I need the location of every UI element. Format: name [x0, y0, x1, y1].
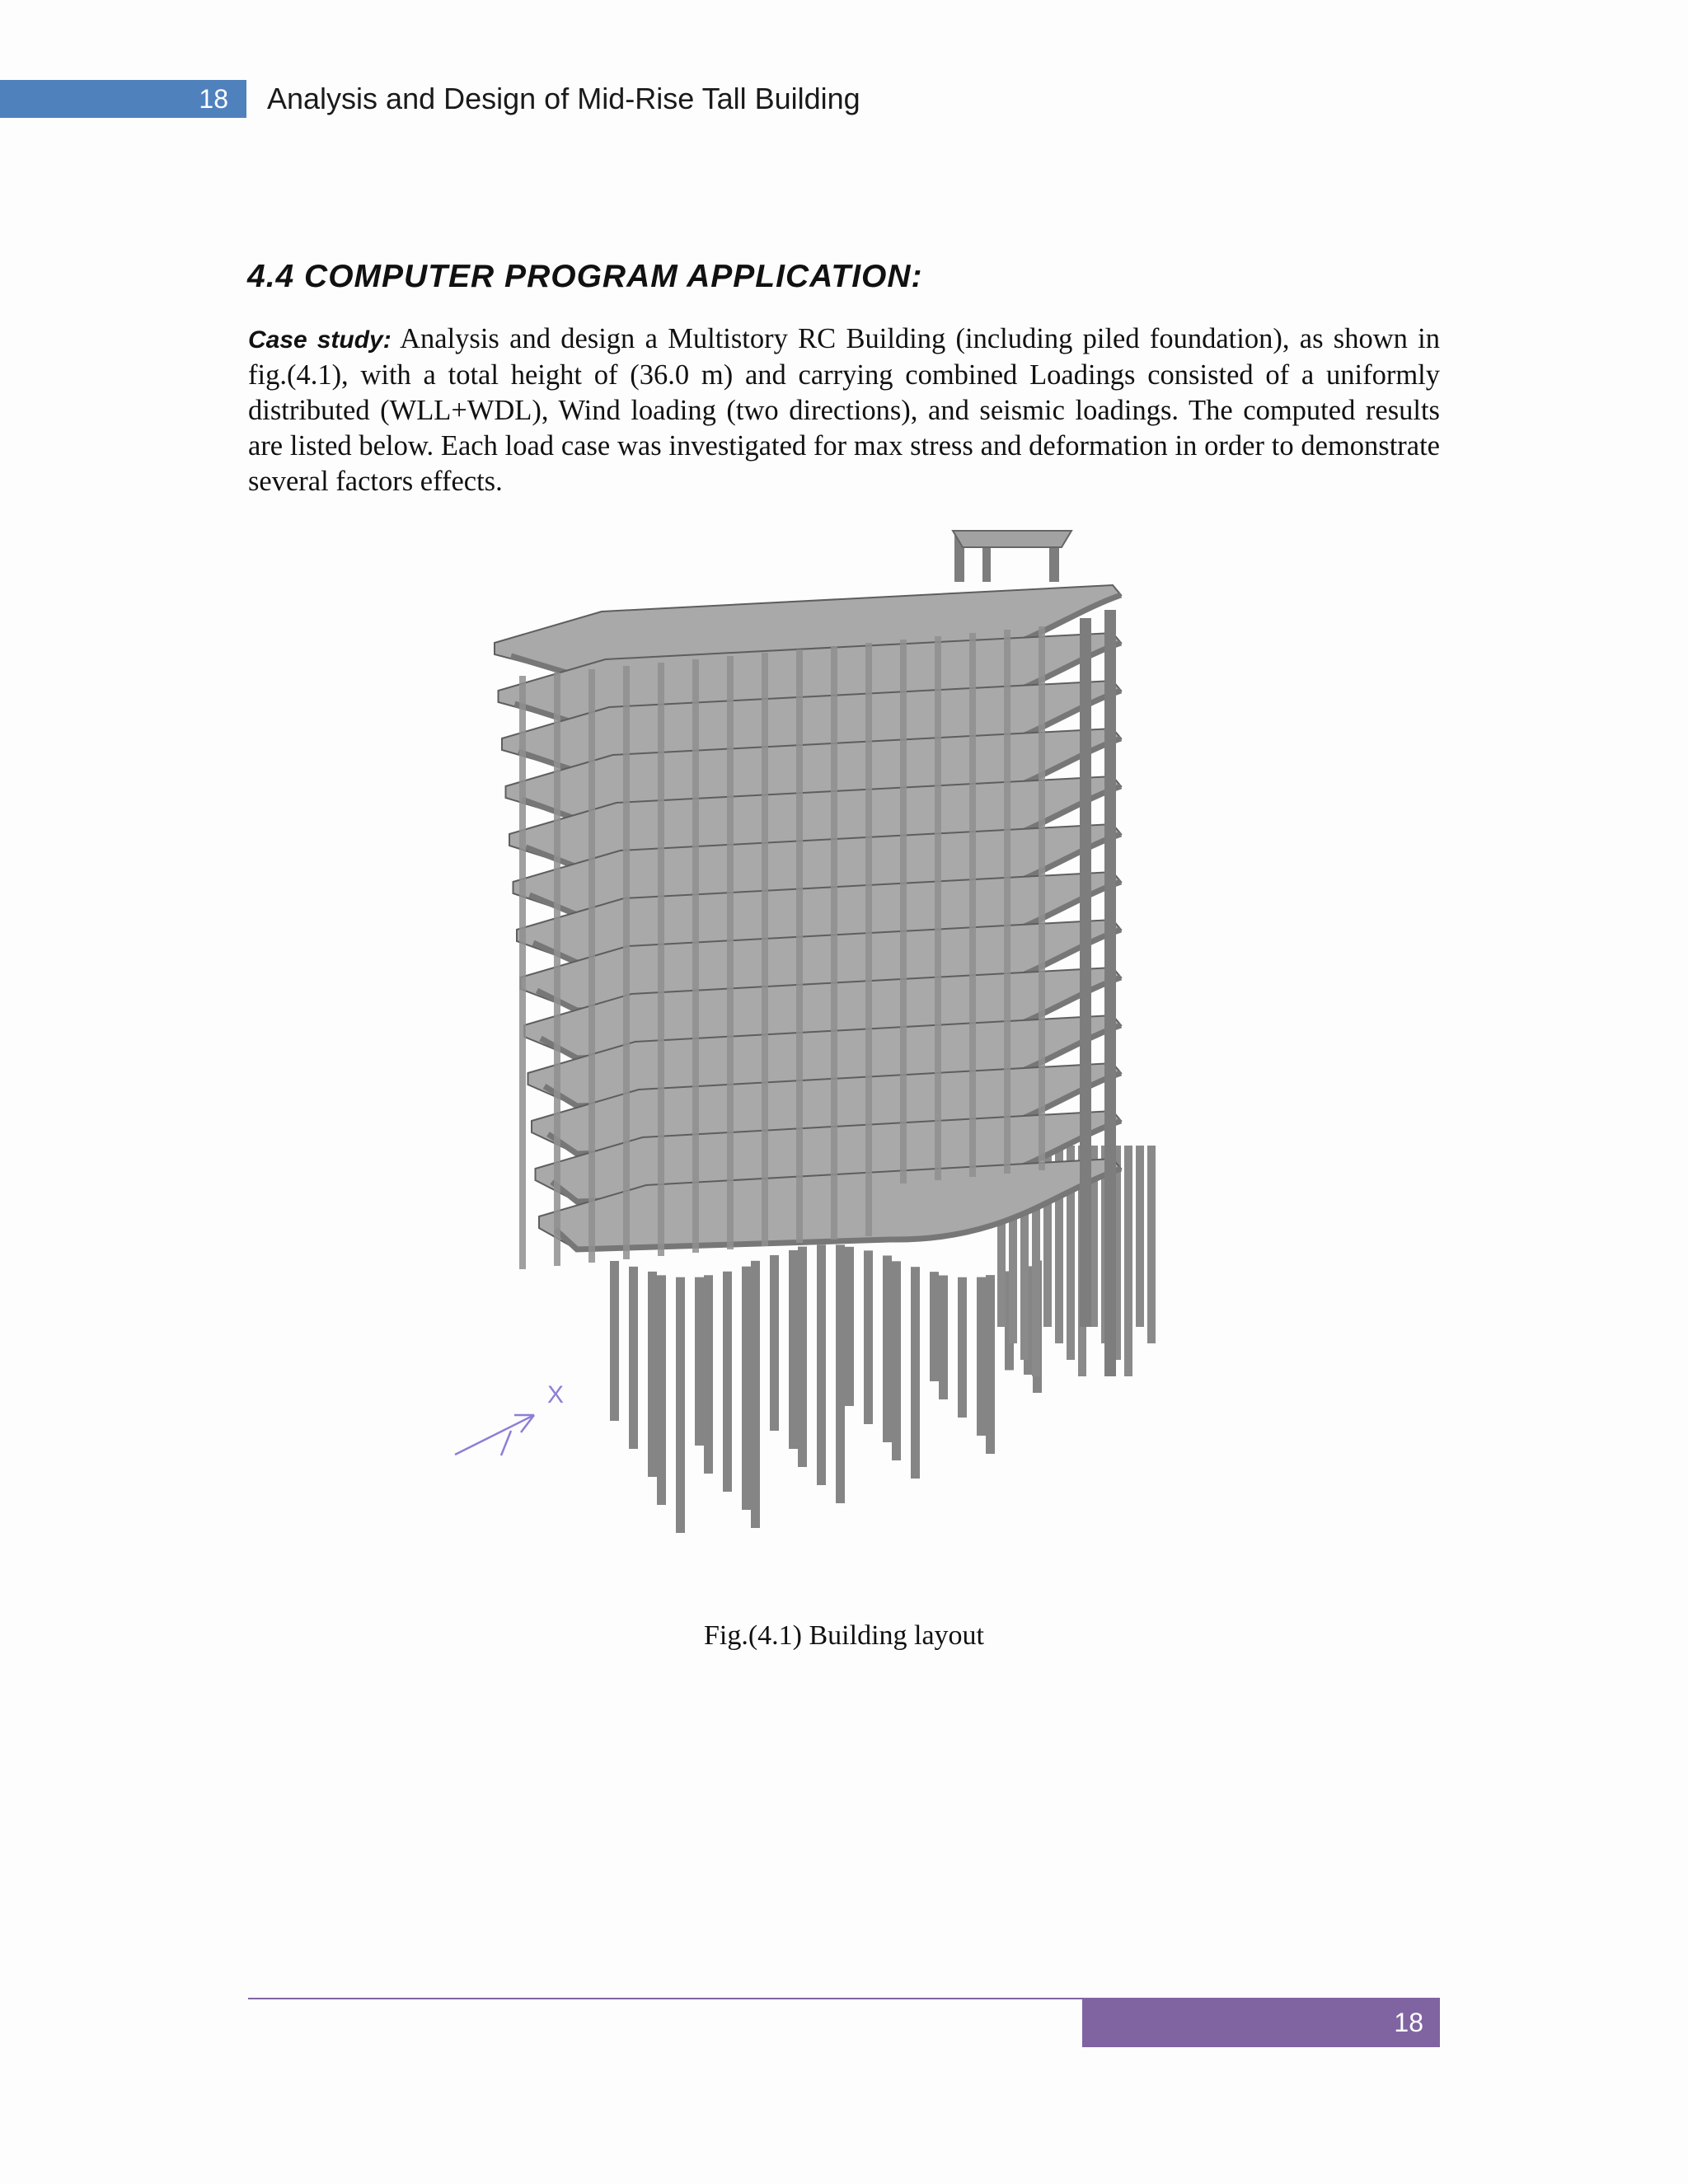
- column: [865, 643, 872, 1236]
- pile: [817, 1244, 826, 1485]
- pile: [789, 1250, 798, 1449]
- column: [1039, 626, 1045, 1170]
- figure-caption: Fig.(4.1) Building layout: [704, 1620, 984, 1651]
- pile: [676, 1277, 685, 1533]
- x-axis-indicator: [455, 1381, 564, 1455]
- pile: [704, 1275, 713, 1474]
- pile: [930, 1272, 939, 1381]
- column: [658, 663, 664, 1256]
- pile: [939, 1276, 948, 1399]
- pile: [742, 1267, 751, 1510]
- column: [762, 653, 768, 1246]
- pile: [610, 1261, 619, 1421]
- footer-page-number-tab: [1082, 1998, 1440, 2047]
- pile: [1136, 1146, 1144, 1327]
- section-heading: 4.4 COMPUTER PROGRAM APPLICATION:: [247, 259, 923, 294]
- running-title: Analysis and Design of Mid-Rise Tall Building: [267, 82, 860, 115]
- column: [900, 640, 907, 1183]
- column: [692, 659, 699, 1253]
- building-model-image: [429, 519, 1253, 1558]
- column: [796, 649, 803, 1243]
- pile: [892, 1261, 901, 1460]
- pile: [958, 1277, 967, 1418]
- column: [831, 646, 837, 1240]
- column: [554, 673, 560, 1266]
- case-study-paragraph: [248, 321, 1440, 499]
- footer-page-number: 18: [1394, 2007, 1423, 2037]
- column: [1004, 630, 1010, 1174]
- header-page-number: 18: [199, 83, 228, 114]
- case-study-text: Analysis and design a Multistory RC Building (including piled foundation), as shown in fig.(4.1), with a total height of (36.0 m) and carrying combined Loadings consisted of a uniformly distributed (WLL+WDL), Wind loading (two directions), and seismic loadings. The computed results are listed below. Each load case was investigated for max stress and deformation in order to demonstrate several factors effects.: [248, 323, 1440, 497]
- column: [727, 656, 734, 1249]
- pile: [770, 1255, 779, 1431]
- pile: [657, 1275, 666, 1505]
- pile: [629, 1267, 638, 1449]
- column: [935, 636, 941, 1180]
- pile: [883, 1255, 892, 1442]
- building-figure: [429, 519, 1253, 1558]
- pile: [845, 1247, 854, 1406]
- pile: [1147, 1146, 1156, 1343]
- case-study-lead: Case study:: [248, 326, 392, 354]
- pile: [986, 1275, 995, 1454]
- pile: [695, 1277, 704, 1446]
- column: [588, 669, 595, 1263]
- column: [969, 633, 976, 1177]
- pile: [1124, 1146, 1132, 1376]
- pile: [751, 1261, 760, 1528]
- pile: [977, 1277, 986, 1436]
- column: [519, 676, 526, 1269]
- pile: [723, 1272, 732, 1492]
- header-page-number-tab: [0, 80, 246, 118]
- pile: [648, 1272, 657, 1477]
- pile: [798, 1247, 807, 1467]
- pile: [836, 1244, 845, 1503]
- pile: [864, 1250, 873, 1424]
- x-axis-label: X: [547, 1381, 565, 1408]
- column: [623, 666, 630, 1259]
- pile: [911, 1267, 920, 1479]
